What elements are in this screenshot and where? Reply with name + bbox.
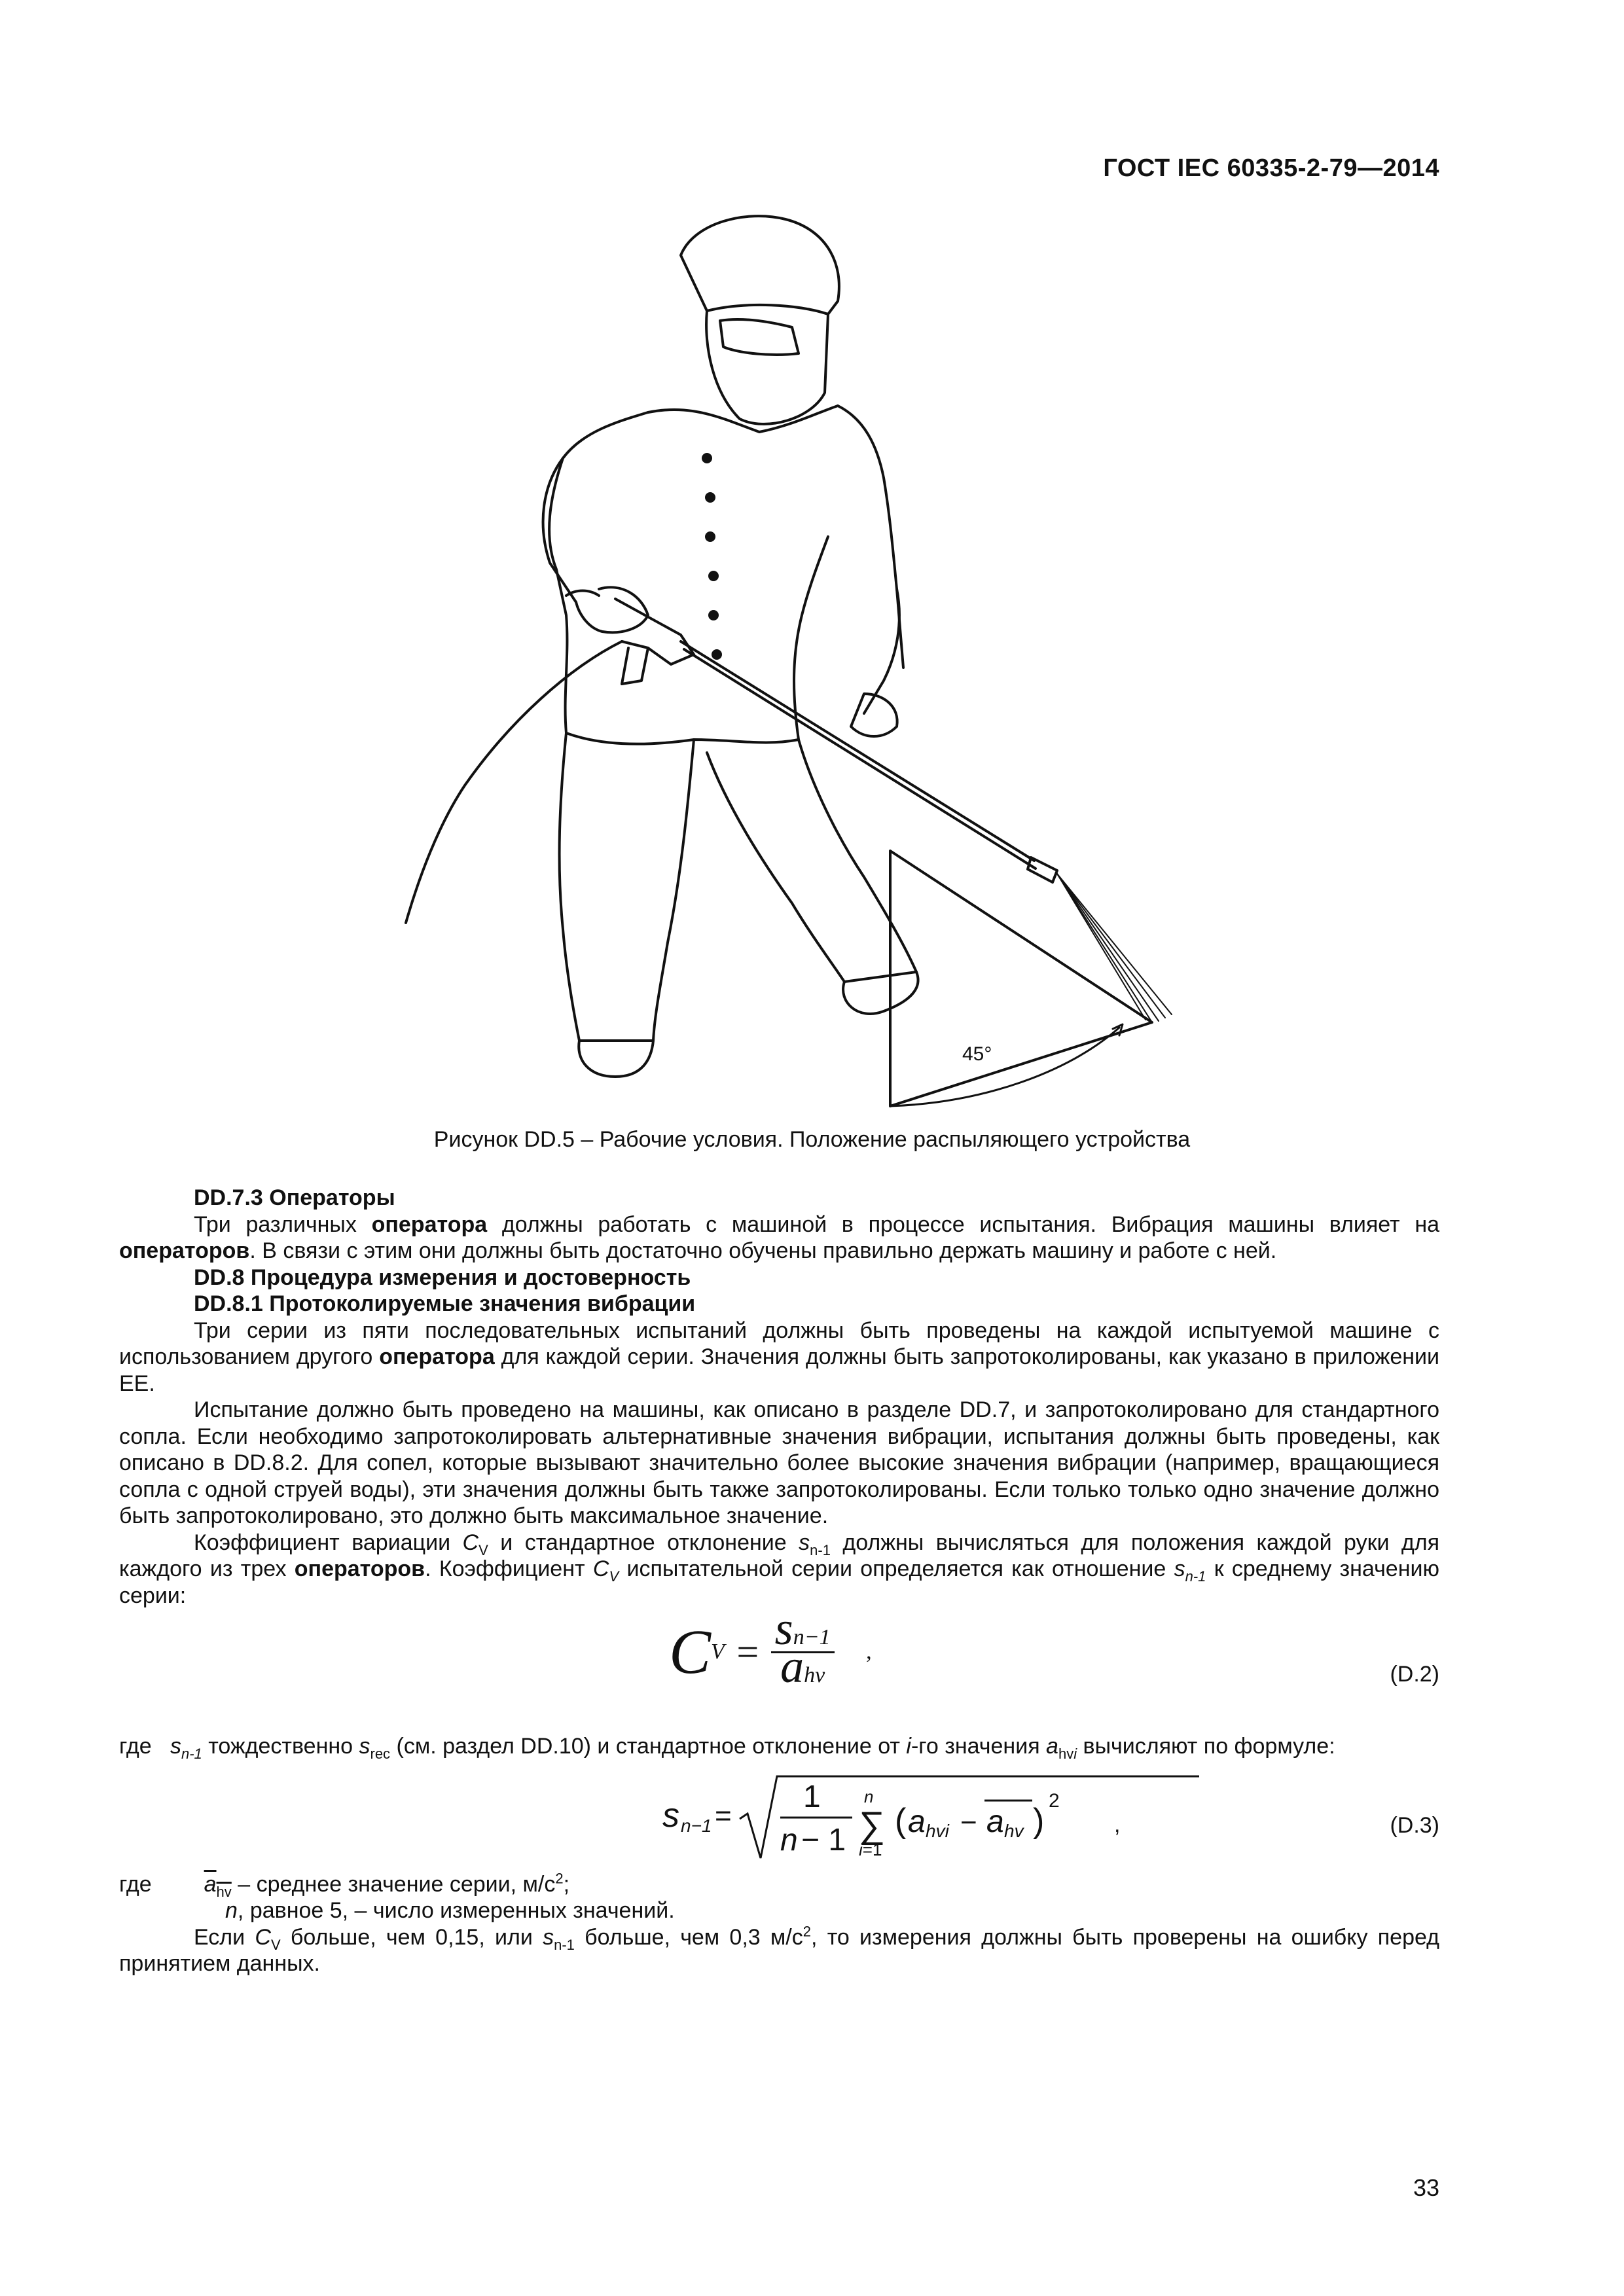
document-body: DD.7.3 Операторы Три различных оператора должны работать с машиной в процессе испытания. Вибрация машины влияет на операторов. В связи с этим они должны быть достаточно обучены правильно держать машину и работе с ней. DD.8 Процедура измерения и достоверность DD.8.1 Протоколируемые значения вибрации Три серии из пяти последовательных испытаний должны быть проведены на каждой испытуемой машине с использованием другого оператора для каждой серии. Значения должны быть запротоколированы, как указано в приложении EE. Испытание должно быть проведено на машины, как описано в разделе DD.7, и запротоколировано для стандартного сопла. Если необходимо запротоколировать альтернативные значения вибрации, испытания должны быть проведены, как описано в DD.8.2. Для сопел, которые вызывают значительно более высокие значения вибрации (например, вращающиеся сопла с одной струей воды), эти значения должны быть также запротоколированы. Если только только одно значение должно быть запротоколировано, это должно быть максимальное значение. Коэффициент вариации $C_V$ и стандартное отклонение $s_{n-1}$ должны вычисляться для положения каждой руки для каждого из трех операторов. Коэффициент $C_V$ испытательной серии определяется как отношение $s_{n-1}$ к среднему значению серии: CV = $\frac{sn-1}{\text{ahv}}$ , (D.2) где $s_{n-1}$ тождественно $s_{rec}$ (см. раздел DD.10) и стандартное отклонение от i-го значения $a_{hvi}$ вычисляют по формуле: s n−1 = 1 n − 1 ∑ n i=1 ( a hvi − a hv ) 2 , (D.3) где $a_{hv}$ – среднее значение серии, $м/с^2$; n, равное 5, – число измеренных значений. Если $C_V$ больше, чем 0,15, или $s_{n-1}$ больше, чем 0,3 $м/с^2$, то измерения должны быть проверены на ошибку перед принятием данных. [119, 1185, 1440, 1976]
svg-text:−: − [960, 1806, 977, 1839]
angle-marker [890, 851, 1152, 1106]
svg-text:hvi: hvi [926, 1820, 949, 1841]
where-block-1: где $s_{n-1}$ тождественно $s_{rec}$ (см. раздел DD.10) и стандартное отклонение от i-го значения $a_{hvi}$ вычисляют по формуле: [119, 1734, 1335, 1762]
formula-number-d3: (D.3) [1390, 1812, 1439, 1838]
svg-text:n: n [864, 1786, 874, 1806]
svg-text:,: , [1114, 1812, 1121, 1837]
jacket [549, 412, 828, 744]
formula-d2: CV = $\frac{sn-1}{\text{ahv}}$ , (D.2) [669, 1602, 1439, 1693]
svg-text:=: = [715, 1799, 732, 1832]
svg-text:2: 2 [1049, 1789, 1060, 1812]
where-block-2: где $a_{hv}$ – среднее значение серии, $м/с^2$; [119, 1870, 570, 1900]
page-number: 33 [1413, 2174, 1439, 2201]
svg-text:n−1: n−1 [681, 1815, 712, 1836]
section-title-dd81: DD.8.1 Протоколируемые значения вибрации [194, 1291, 696, 1316]
section-title-dd73: DD.7.3 Операторы [194, 1185, 395, 1210]
svg-text:i=1: i=1 [859, 1839, 882, 1859]
svg-text:∑: ∑ [859, 1803, 885, 1845]
document-header: ГОСТ IEC 60335-2-79—2014 [1103, 154, 1439, 182]
operator-figure [340, 196, 1191, 1119]
formula-number-d2: (D.2) [1390, 1662, 1439, 1687]
svg-text:): ) [1033, 1801, 1045, 1840]
hose [406, 641, 622, 923]
svg-text:(: ( [895, 1801, 907, 1840]
paragraph-dd73: Три различных оператора должны работать с машиной в процессе испытания. Вибрация машины влияет на операторов. В связи с этим они должны быть достаточно обучены правильно держать машину и работе с ней. [119, 1211, 1440, 1263]
visor [706, 311, 828, 424]
angle-label: 45° [962, 1043, 992, 1065]
paragraph-dd81-1: Три серии из пяти последовательных испытаний должны быть проведены на каждой испытуемой машине с использованием другого оператора для каждой серии. Значения должны быть запротоколированы, как указано в приложении EE. [119, 1318, 1439, 1396]
figure-caption: Рисунок DD.5 – Рабочие условия. Положение распыляющего устройства [433, 1127, 1191, 1152]
svg-text:s: s [662, 1796, 679, 1835]
svg-text:hv: hv [1004, 1820, 1024, 1841]
svg-text:1: 1 [803, 1779, 821, 1814]
svg-text:n: n [780, 1822, 798, 1857]
svg-text:a: a [908, 1804, 926, 1839]
formula-d3-graphic [662, 1767, 1225, 1865]
formula-d3 [119, 1760, 1439, 1871]
paragraph-dd81-3: Коэффициент вариации $C_V$ и стандартное отклонение $s_{n-1}$ должны вычисляться для положения каждой руки для каждого из трех операторов. Коэффициент $C_V$ испытательной серии определяется как отношение $s_{n-1}$ к среднему значению серии: [119, 1530, 1439, 1608]
helmet [681, 216, 839, 314]
section-title-dd8: DD.8 Процедура измерения и достоверность [194, 1265, 691, 1290]
svg-text:a: a [986, 1804, 1004, 1839]
paragraph-dd81-2: Испытание должно быть проведено на машины, как описано в разделе DD.7, и запротоколировано для стандартного сопла. Если необходимо запротоколировать альтернативные значения вибрации, испытания должны быть проведены, как описано в DD.8.2. Для сопел, которые вызывают значительно более высокие значения вибрации (например, вращающиеся сопла с одной струей воды), эти значения должны быть также запротоколированы. Если только только одно значение должно быть запротоколировано, это должно быть максимальное значение. [119, 1397, 1439, 1528]
svg-text:− 1: − 1 [801, 1822, 846, 1857]
spray-lance [681, 641, 1034, 861]
